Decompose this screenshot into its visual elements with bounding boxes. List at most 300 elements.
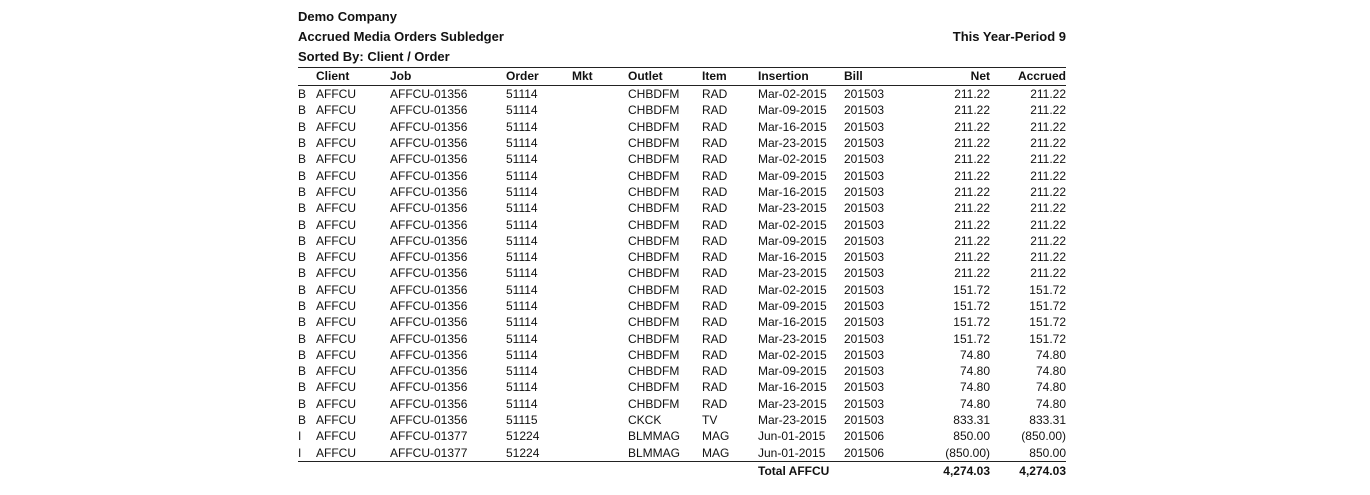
cell-outlet: CHBDFM: [628, 217, 680, 232]
cell-bill: 201503: [844, 266, 885, 281]
cell-job: AFFCU-01356: [390, 413, 468, 428]
cell-accrued: 211.22: [1030, 233, 1066, 248]
table-row: [298, 298, 1066, 314]
cell-bill: 201503: [844, 250, 885, 265]
sorted-by-label: Sorted By: Client / Order: [298, 49, 450, 64]
cell-order: 51114: [506, 87, 538, 102]
cell-mkt: [572, 282, 628, 298]
cell-mkt: [572, 445, 628, 462]
cell-bill: 201503: [844, 184, 885, 199]
cell-type: B: [298, 315, 307, 330]
cell-net: 74.80: [959, 364, 990, 379]
cell-order: 51114: [506, 250, 538, 265]
cell-accrued: 74.80: [1035, 347, 1066, 362]
col-net: Net: [904, 68, 990, 86]
cell-order: 51114: [506, 201, 538, 216]
table-row: [298, 233, 1066, 249]
cell-client: AFFCU: [316, 266, 356, 281]
cell-type: B: [298, 87, 307, 102]
cell-outlet: CHBDFM: [628, 168, 680, 183]
cell-bill: 201503: [844, 217, 885, 232]
cell-client: AFFCU: [316, 380, 356, 395]
cell-order: 51224: [506, 445, 540, 460]
col-bill: Bill: [844, 68, 904, 86]
cell-item: RAD: [702, 184, 728, 199]
cell-mkt: [572, 412, 628, 428]
cell-type: B: [298, 250, 307, 265]
report-title: Accrued Media Orders Subledger: [298, 29, 504, 44]
cell-type: B: [298, 396, 307, 411]
cell-order: 51114: [506, 119, 538, 134]
cell-mkt: [572, 330, 628, 346]
cell-accrued: 211.22: [1030, 168, 1066, 183]
cell-type: B: [298, 103, 307, 118]
cell-mkt: [572, 298, 628, 314]
cell-type: B: [298, 119, 307, 134]
cell-job: AFFCU-01377: [390, 445, 468, 460]
cell-outlet: CHBDFM: [628, 87, 680, 102]
cell-item: RAD: [702, 250, 728, 265]
cell-type: B: [298, 380, 307, 395]
cell-insertion: Mar-09-2015: [758, 364, 827, 379]
cell-client: AFFCU: [316, 282, 356, 297]
cell-type: B: [298, 282, 307, 297]
table-row: [298, 119, 1066, 135]
cell-net: 211.22: [954, 266, 990, 281]
cell-job: AFFCU-01377: [390, 429, 468, 444]
cell-mkt: [572, 347, 628, 363]
cell-bill: 201503: [844, 331, 885, 346]
cell-net: 211.22: [954, 103, 990, 118]
cell-mkt: [572, 167, 628, 183]
table-row: [298, 363, 1066, 379]
cell-order: 51114: [506, 396, 538, 411]
cell-mkt: [572, 102, 628, 118]
table-row: [298, 347, 1066, 363]
cell-outlet: CHBDFM: [628, 315, 680, 330]
cell-job: AFFCU-01356: [390, 380, 468, 395]
cell-net: 211.22: [954, 233, 990, 248]
cell-item: RAD: [702, 364, 728, 379]
cell-outlet: CHBDFM: [628, 233, 680, 248]
cell-job: AFFCU-01356: [390, 266, 468, 281]
cell-net: 211.22: [954, 201, 990, 216]
cell-accrued: 74.80: [1035, 396, 1066, 411]
report: [298, 7, 1066, 480]
col-outlet: Outlet: [628, 68, 702, 86]
cell-net: 211.22: [954, 87, 990, 102]
cell-type: B: [298, 299, 307, 313]
cell-accrued: 211.22: [1030, 103, 1066, 118]
cell-item: RAD: [702, 87, 728, 102]
cell-order: 51114: [506, 315, 538, 330]
cell-net: 151.72: [953, 315, 990, 330]
cell-bill: 201503: [844, 347, 885, 362]
cell-insertion: Mar-02-2015: [758, 347, 827, 362]
table-row: [298, 135, 1066, 151]
cell-item: RAD: [702, 152, 728, 167]
table-row: [298, 445, 1066, 462]
cell-type: B: [298, 217, 307, 232]
cell-item: RAD: [702, 347, 728, 362]
cell-bill: 201503: [844, 103, 885, 118]
cell-item: RAD: [702, 266, 728, 281]
cell-job: AFFCU-01356: [390, 168, 468, 183]
cell-mkt: [572, 265, 628, 281]
cell-outlet: CHBDFM: [628, 119, 680, 134]
cell-client: AFFCU: [316, 87, 356, 102]
company-line: [298, 7, 1066, 27]
cell-net: 211.22: [954, 168, 990, 183]
cell-net: 211.22: [954, 152, 990, 167]
cell-type: I: [298, 445, 302, 460]
cell-insertion: Mar-23-2015: [758, 331, 827, 346]
table-row: [298, 412, 1066, 428]
cell-item: MAG: [702, 429, 730, 444]
cell-job: AFFCU-01356: [390, 103, 468, 118]
cell-bill: 201503: [844, 282, 885, 297]
cell-accrued: 74.80: [1035, 380, 1066, 395]
cell-item: RAD: [702, 201, 728, 216]
cell-accrued: 211.22: [1030, 136, 1066, 151]
cell-type: B: [298, 364, 307, 379]
cell-bill: 201503: [844, 168, 885, 183]
cell-outlet: CHBDFM: [628, 299, 680, 313]
cell-outlet: CHBDFM: [628, 380, 680, 395]
cell-accrued: 211.22: [1030, 87, 1066, 102]
cell-job: AFFCU-01356: [390, 233, 468, 248]
table-row: [298, 151, 1066, 167]
cell-mkt: [572, 314, 628, 330]
cell-client: AFFCU: [316, 413, 356, 428]
cell-insertion: Mar-16-2015: [758, 119, 827, 134]
cell-mkt: [572, 379, 628, 395]
cell-outlet: BLMMAG: [628, 429, 681, 444]
cell-insertion: Mar-16-2015: [758, 380, 827, 395]
cell-outlet: CHBDFM: [628, 364, 680, 379]
table-row: [298, 265, 1066, 281]
cell-insertion: Jun-01-2015: [758, 445, 826, 460]
cell-client: AFFCU: [316, 217, 356, 232]
cell-order: 51114: [506, 266, 538, 281]
cell-net: 211.22: [954, 217, 990, 232]
cell-type: B: [298, 347, 307, 362]
cell-item: RAD: [702, 396, 728, 411]
cell-job: AFFCU-01356: [390, 217, 468, 232]
cell-client: AFFCU: [316, 136, 356, 151]
cell-job: AFFCU-01356: [390, 396, 468, 411]
cell-outlet: CHBDFM: [628, 331, 680, 346]
cell-insertion: Mar-02-2015: [758, 152, 827, 167]
sort-line: [298, 47, 1066, 67]
cell-accrued: (850.00): [1021, 429, 1066, 444]
table-row: [298, 86, 1066, 103]
cell-item: RAD: [702, 315, 728, 330]
table-row: [298, 428, 1066, 444]
cell-net: 74.80: [959, 380, 990, 395]
cell-job: AFFCU-01356: [390, 364, 468, 379]
cell-job: AFFCU-01356: [390, 250, 468, 265]
cell-mkt: [572, 86, 628, 103]
cell-accrued: 211.22: [1030, 266, 1066, 281]
cell-bill: 201503: [844, 315, 885, 330]
table-row: [298, 102, 1066, 118]
cell-client: AFFCU: [316, 184, 356, 199]
cell-mkt: [572, 216, 628, 232]
cell-outlet: CHBDFM: [628, 250, 680, 265]
cell-net: 74.80: [959, 396, 990, 411]
cell-order: 51114: [506, 168, 538, 183]
cell-net: 151.72: [953, 282, 990, 297]
cell-insertion: Mar-16-2015: [758, 315, 827, 330]
col-client: Client: [316, 68, 390, 86]
cell-net: 833.31: [953, 413, 990, 428]
cell-job: AFFCU-01356: [390, 119, 468, 134]
cell-insertion: Mar-09-2015: [758, 168, 827, 183]
cell-insertion: Mar-23-2015: [758, 136, 827, 151]
cell-item: MAG: [702, 445, 730, 460]
cell-job: AFFCU-01356: [390, 299, 468, 313]
cell-client: AFFCU: [316, 233, 356, 248]
cell-item: RAD: [702, 299, 728, 313]
cell-mkt: [572, 249, 628, 265]
cell-insertion: Mar-23-2015: [758, 201, 827, 216]
cell-client: AFFCU: [316, 315, 356, 330]
cell-bill: 201506: [844, 445, 885, 460]
cell-net: 211.22: [954, 184, 990, 199]
cell-insertion: Mar-02-2015: [758, 217, 827, 232]
cell-outlet: CHBDFM: [628, 136, 680, 151]
cell-outlet: CHBDFM: [628, 347, 680, 362]
cell-type: B: [298, 136, 307, 151]
cell-bill: 201503: [844, 413, 885, 428]
cell-accrued: 211.22: [1030, 217, 1066, 232]
cell-mkt: [572, 233, 628, 249]
cell-mkt: [572, 184, 628, 200]
cell-net: 211.22: [954, 136, 990, 151]
cell-outlet: CHBDFM: [628, 152, 680, 167]
cell-order: 51115: [506, 413, 538, 428]
cell-accrued: 850.00: [1029, 445, 1066, 460]
cell-outlet: CHBDFM: [628, 282, 680, 297]
cell-insertion: Mar-23-2015: [758, 266, 827, 281]
cell-client: AFFCU: [316, 168, 356, 183]
cell-client: AFFCU: [316, 201, 356, 216]
cell-net: 151.72: [953, 299, 990, 313]
cell-client: AFFCU: [316, 331, 356, 346]
cell-item: RAD: [702, 168, 728, 183]
cell-client: AFFCU: [316, 152, 356, 167]
cell-outlet: BLMMAG: [628, 445, 681, 460]
cell-bill: 201503: [844, 119, 885, 134]
total-label: Total AFFCU: [758, 461, 904, 480]
title-line: [298, 27, 1066, 47]
cell-type: B: [298, 168, 307, 183]
cell-mkt: [572, 363, 628, 379]
cell-job: AFFCU-01356: [390, 331, 468, 346]
cell-outlet: CHBDFM: [628, 184, 680, 199]
cell-bill: 201503: [844, 233, 885, 248]
cell-bill: 201503: [844, 380, 885, 395]
cell-accrued: 151.72: [1029, 315, 1066, 330]
cell-item: RAD: [702, 217, 728, 232]
cell-item: TV: [702, 413, 718, 428]
cell-order: 51114: [506, 184, 538, 199]
cell-order: 51114: [506, 299, 538, 313]
col-job: Job: [390, 68, 506, 86]
cell-accrued: 151.72: [1029, 282, 1066, 297]
cell-order: 51114: [506, 136, 538, 151]
total-spacer: [298, 461, 758, 480]
col-insertion: Insertion: [758, 68, 844, 86]
cell-net: 211.22: [954, 250, 990, 265]
table-row: [298, 167, 1066, 183]
table-row: [298, 184, 1066, 200]
cell-item: RAD: [702, 103, 728, 118]
cell-order: 51114: [506, 152, 538, 167]
table-row: [298, 314, 1066, 330]
total-accrued: 4,274.03: [990, 461, 1066, 480]
cell-accrued: 211.22: [1030, 152, 1066, 167]
cell-accrued: 833.31: [1029, 413, 1066, 428]
cell-client: AFFCU: [316, 364, 356, 379]
cell-bill: 201503: [844, 201, 885, 216]
cell-insertion: Mar-02-2015: [758, 87, 827, 102]
cell-outlet: CHBDFM: [628, 396, 680, 411]
cell-accrued: 151.72: [1029, 299, 1066, 313]
cell-outlet: CHBDFM: [628, 266, 680, 281]
cell-mkt: [572, 396, 628, 412]
col-item: Item: [702, 68, 758, 86]
cell-bill: 201503: [844, 364, 885, 379]
cell-client: AFFCU: [316, 250, 356, 265]
cell-outlet: CHBDFM: [628, 201, 680, 216]
cell-mkt: [572, 151, 628, 167]
cell-type: B: [298, 201, 307, 216]
cell-insertion: Mar-09-2015: [758, 299, 827, 313]
cell-job: AFFCU-01356: [390, 152, 468, 167]
cell-job: AFFCU-01356: [390, 282, 468, 297]
cell-order: 51114: [506, 331, 538, 346]
cell-job: AFFCU-01356: [390, 201, 468, 216]
cell-accrued: 151.72: [1029, 331, 1066, 346]
subledger-table: [298, 68, 1066, 480]
cell-order: 51114: [506, 364, 538, 379]
cell-client: AFFCU: [316, 119, 356, 134]
cell-type: B: [298, 184, 307, 199]
cell-job: AFFCU-01356: [390, 315, 468, 330]
cell-client: AFFCU: [316, 103, 356, 118]
cell-mkt: [572, 428, 628, 444]
cell-client: AFFCU: [316, 347, 356, 362]
cell-item: RAD: [702, 331, 728, 346]
cell-accrued: 211.22: [1030, 250, 1066, 265]
cell-type: B: [298, 152, 307, 167]
cell-insertion: Mar-16-2015: [758, 250, 827, 265]
cell-type: B: [298, 233, 307, 248]
cell-accrued: 74.80: [1035, 364, 1066, 379]
table-row: [298, 216, 1066, 232]
col-order: Order: [506, 68, 572, 86]
table-row: [298, 330, 1066, 346]
cell-net: 850.00: [953, 429, 990, 444]
cell-accrued: 211.22: [1030, 119, 1066, 134]
cell-job: AFFCU-01356: [390, 347, 468, 362]
cell-insertion: Mar-23-2015: [758, 413, 827, 428]
cell-bill: 201503: [844, 299, 885, 313]
cell-order: 51224: [506, 429, 540, 444]
cell-mkt: [572, 200, 628, 216]
cell-bill: 201503: [844, 396, 885, 411]
col-accrued: Accrued: [990, 68, 1066, 86]
cell-insertion: Mar-09-2015: [758, 103, 827, 118]
cell-outlet: CHBDFM: [628, 103, 680, 118]
table-row: [298, 379, 1066, 395]
cell-order: 51114: [506, 217, 538, 232]
cell-net: 151.72: [953, 331, 990, 346]
cell-mkt: [572, 119, 628, 135]
total-net: 4,274.03: [904, 461, 990, 480]
cell-type: B: [298, 266, 307, 281]
cell-item: RAD: [702, 119, 728, 134]
cell-order: 51114: [506, 103, 538, 118]
col-mkt: Mkt: [572, 68, 628, 86]
total-row: [298, 461, 1066, 480]
cell-job: AFFCU-01356: [390, 136, 468, 151]
cell-mkt: [572, 135, 628, 151]
table-body: [298, 86, 1066, 462]
cell-client: AFFCU: [316, 299, 356, 313]
cell-bill: 201503: [844, 136, 885, 151]
cell-insertion: Jun-01-2015: [758, 429, 826, 444]
cell-order: 51114: [506, 380, 538, 395]
cell-job: AFFCU-01356: [390, 87, 468, 102]
cell-item: RAD: [702, 233, 728, 248]
cell-client: AFFCU: [316, 445, 356, 460]
column-header-row: [298, 68, 1066, 86]
cell-job: AFFCU-01356: [390, 184, 468, 199]
table-row: [298, 249, 1066, 265]
cell-net: 74.80: [959, 347, 990, 362]
company-name: Demo Company: [298, 9, 397, 24]
cell-client: AFFCU: [316, 396, 356, 411]
cell-insertion: Mar-02-2015: [758, 282, 827, 297]
cell-insertion: Mar-09-2015: [758, 233, 827, 248]
cell-order: 51114: [506, 282, 538, 297]
col-type: [298, 68, 316, 86]
cell-accrued: 211.22: [1030, 184, 1066, 199]
cell-item: RAD: [702, 380, 728, 395]
cell-bill: 201503: [844, 152, 885, 167]
table-row: [298, 200, 1066, 216]
cell-client: AFFCU: [316, 429, 356, 444]
cell-type: B: [298, 331, 307, 346]
cell-bill: 201503: [844, 87, 885, 102]
cell-order: 51114: [506, 233, 538, 248]
cell-item: RAD: [702, 136, 728, 151]
cell-accrued: 211.22: [1030, 201, 1066, 216]
cell-order: 51114: [506, 347, 538, 362]
cell-net: 211.22: [954, 119, 990, 134]
cell-type: B: [298, 413, 307, 428]
table-row: [298, 396, 1066, 412]
cell-net: (850.00): [945, 445, 990, 460]
cell-insertion: Mar-16-2015: [758, 184, 827, 199]
cell-insertion: Mar-23-2015: [758, 396, 827, 411]
cell-type: I: [298, 429, 302, 444]
period-label: This Year-Period 9: [952, 29, 1066, 44]
cell-item: RAD: [702, 282, 728, 297]
